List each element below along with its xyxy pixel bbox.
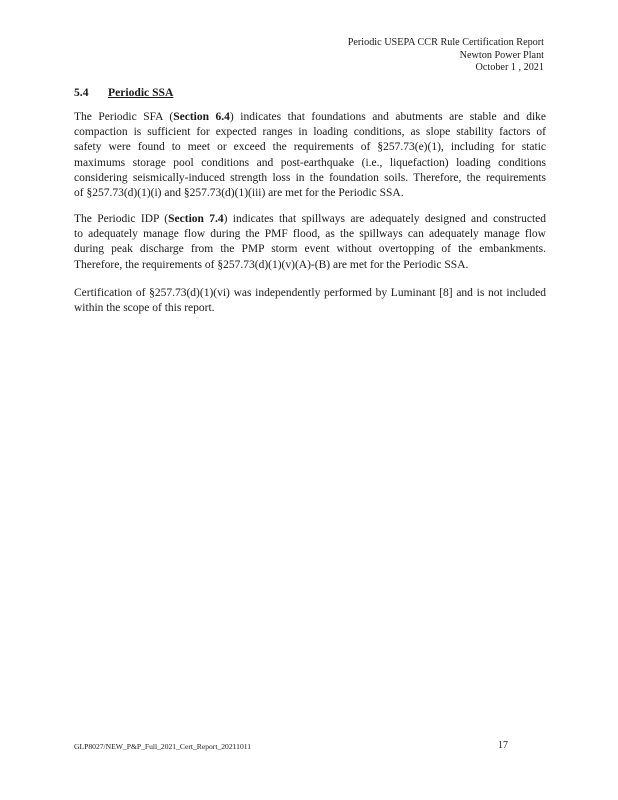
paragraph-certification [74, 286, 546, 316]
section-title: Periodic SSA [108, 86, 174, 99]
paragraph-periodic-sfa [74, 110, 546, 201]
text-line: to adequately manage flow during the PMF flood, as the spillways can adequately manage flow [74, 228, 546, 241]
text-line [74, 110, 546, 125]
text-line: Certification of §257.73(d)(1)(vi) was independently performed by Luminant [8] and is not included [74, 287, 546, 299]
text-line: Therefore, the requirements of §257.73(d)(1)(v)(A)-(B) are met for the Periodic SSA. [74, 258, 469, 271]
section-reference: Section 6.4 [173, 111, 230, 123]
header-date: October 1 , 2021 [475, 62, 544, 73]
text-line: during peak discharge from the PMP storm event without overtopping of the embankments. [74, 243, 546, 256]
text-line [74, 212, 546, 227]
footer-document-id: GLP8027/NEW_P&P_Full_2021_Cert_Report_20211011 [74, 742, 252, 751]
footer-page-number: 17 [498, 740, 508, 751]
section-number: 5.4 [74, 86, 89, 99]
section-heading [74, 86, 173, 99]
header-report-title: Periodic USEPA CCR Rule Certification Report [347, 37, 544, 48]
text-line: compaction is sufficient for expected ranges in loading conditions, as slope stability factors of [74, 126, 546, 139]
text-run: The Periodic SFA ( [74, 111, 174, 123]
text-line: safety were found to meet or exceed the requirements of §257.73(e)(1), including for static [74, 141, 546, 154]
text-line: of §257.73(d)(1)(i) and §257.73(d)(1)(iii) are met for the Periodic SSA. [74, 187, 404, 200]
text-line: maximums storage pool conditions and post-earthquake (i.e., liquefaction) loading conditions [74, 156, 546, 169]
text-line: within the scope of this report. [74, 302, 215, 315]
text-run: ) indicates that spillways are adequately designed and constructed [223, 213, 546, 225]
text-line: considering seismically-induced strength loss in the foundation soils. Therefore, the requirements [74, 171, 546, 184]
paragraph-periodic-idp [74, 212, 546, 273]
header-plant-name: Newton Power Plant [459, 49, 544, 61]
section-reference: Section 7.4 [168, 213, 224, 225]
page-header [348, 37, 544, 75]
text-run: The Periodic IDP ( [74, 213, 169, 225]
text-run: ) indicates that foundations and abutments are stable and dike [229, 111, 546, 123]
